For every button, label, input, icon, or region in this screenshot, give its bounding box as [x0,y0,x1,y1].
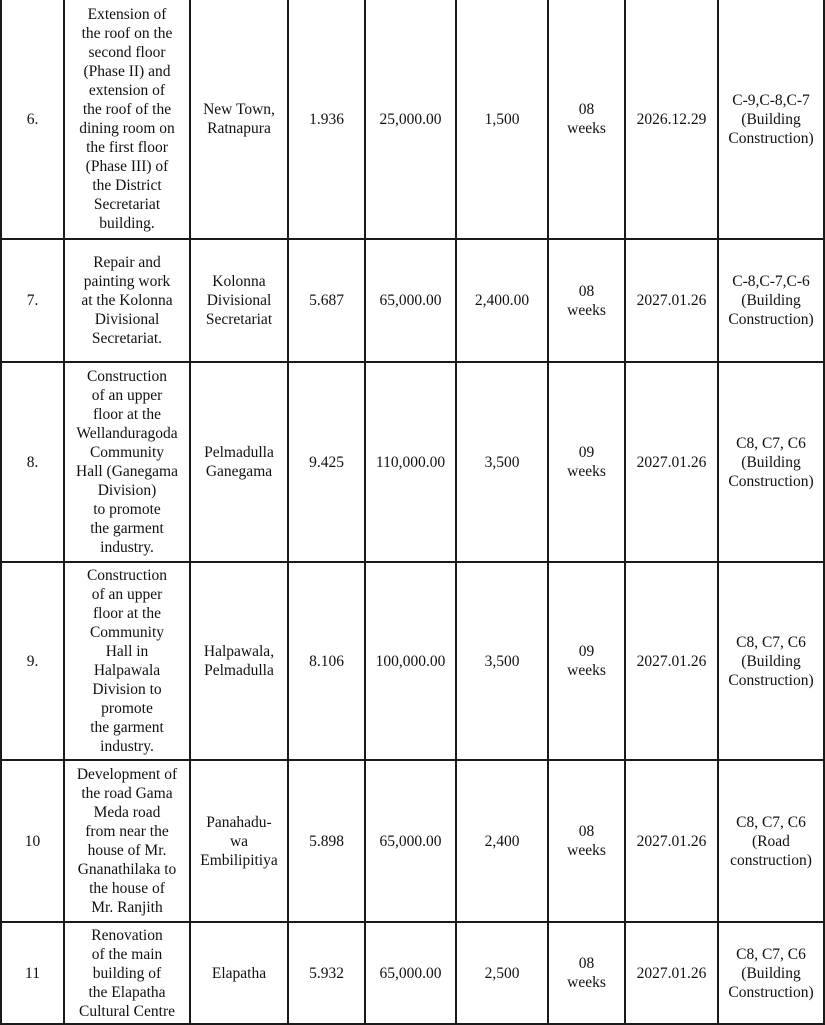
bid-security: 3,500 [456,362,548,562]
work-location: Pelmadulla Ganegama [190,362,288,562]
contractor-grade: C8, C7, C6 (Building Construction) [718,922,824,1024]
document-cost: 65,000.00 [365,760,456,922]
work-description: Repair and painting work at the Kolonna Divisional Secretariat. [64,239,190,362]
work-description: Construction of an upper floor at the Wellanduragoda Community Hall (Ganegama Division) to promote the garment industry. [64,362,190,562]
contract-period: 09 weeks [548,562,625,760]
work-location: Panahadu- wa Embilipitiya [190,760,288,922]
contractor-grade: C-9,C-8,C-7 (Building Construction) [718,0,824,239]
item-number: 9. [1,562,64,760]
estimated-value: 5.932 [288,922,365,1024]
estimated-value: 9.425 [288,362,365,562]
closing-date: 2027.01.26 [625,562,718,760]
table-row-9 [1,562,824,760]
closing-date: 2027.01.26 [625,922,718,1024]
work-location: Elapatha [190,922,288,1024]
bid-security: 3,500 [456,562,548,760]
contract-period: 08 weeks [548,239,625,362]
closing-date: 2027.01.26 [625,362,718,562]
table-row-11 [1,922,824,1024]
item-number: 10 [1,760,64,922]
bid-security: 2,500 [456,922,548,1024]
document-cost: 65,000.00 [365,922,456,1024]
work-description: Construction of an upper floor at the Community Hall in Halpawala Division to promote the garment industry. [64,562,190,760]
bid-security: 1,500 [456,0,548,239]
table-row-7 [1,239,824,362]
work-description: Extension of the roof on the second floor (Phase II) and extension of the roof of the dining room on the first floor (Phase III) of the District Secretariat building. [64,0,190,239]
contract-period: 09 weeks [548,362,625,562]
table-row-8 [1,362,824,562]
contractor-grade: C-8,C-7,C-6 (Building Construction) [718,239,824,362]
work-location: Halpawala, Pelmadulla [190,562,288,760]
contract-period: 08 weeks [548,760,625,922]
item-number: 8. [1,362,64,562]
document-cost: 25,000.00 [365,0,456,239]
work-location: Kolonna Divisional Secretariat [190,239,288,362]
contractor-grade: C8, C7, C6 (Building Construction) [718,562,824,760]
document-cost: 110,000.00 [365,362,456,562]
item-number: 7. [1,239,64,362]
closing-date: 2027.01.26 [625,760,718,922]
contractor-grade: C8, C7, C6 (Building Construction) [718,362,824,562]
closing-date: 2027.01.26 [625,239,718,362]
item-number: 6. [1,0,64,239]
contractor-grade: C8, C7, C6 (Road construction) [718,760,824,922]
closing-date: 2026.12.29 [625,0,718,239]
bid-security: 2,400.00 [456,239,548,362]
contract-period: 08 weeks [548,922,625,1024]
estimated-value: 1.936 [288,0,365,239]
estimated-value: 5.687 [288,239,365,362]
document-cost: 65,000.00 [365,239,456,362]
table-row-10 [1,760,824,922]
work-description: Development of the road Gama Meda road from near the house of Mr. Gnanathilaka to the house of Mr. Ranjith [64,760,190,922]
estimated-value: 5.898 [288,760,365,922]
work-description: Renovation of the main building of the Elapatha Cultural Centre [64,922,190,1024]
item-number: 11 [1,922,64,1024]
work-location: New Town, Ratnapura [190,0,288,239]
document-cost: 100,000.00 [365,562,456,760]
bid-security: 2,400 [456,760,548,922]
contract-period: 08 weeks [548,0,625,239]
estimated-value: 8.106 [288,562,365,760]
table-row-6 [1,0,824,239]
